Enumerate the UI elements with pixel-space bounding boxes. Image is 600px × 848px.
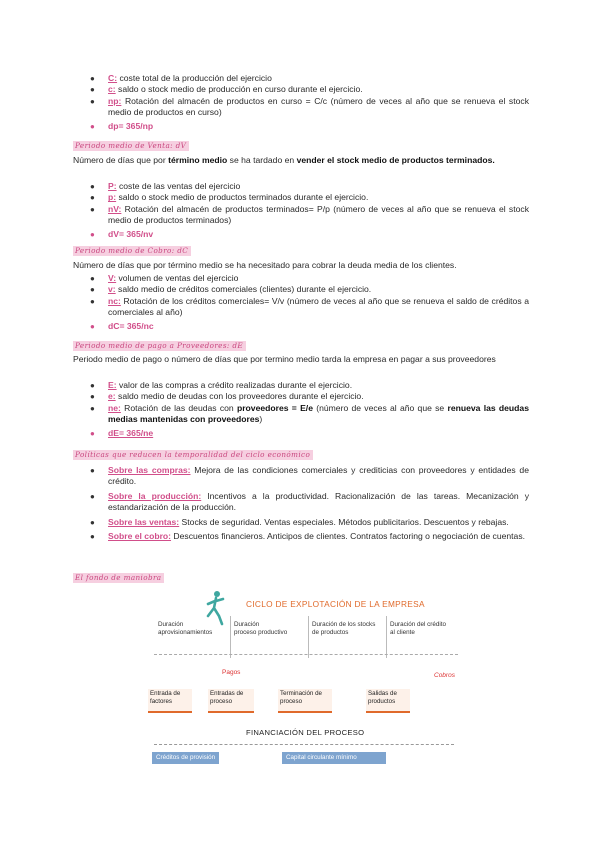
box-salidas-productos: Salidas de productos	[366, 689, 410, 713]
box-terminacion-proceso: Terminación de proceso	[278, 689, 332, 713]
col-proceso: Duración proceso productivo	[234, 621, 288, 636]
list-item: ● nc: Rotación de los créditos comerciales= V/v (número de veces al año que se renueva el saldo de créditos a comerciales al año)	[90, 295, 529, 318]
col-credito: Duración del crédito al cliente	[390, 621, 447, 636]
cobros-label: Cobros	[434, 672, 455, 679]
paragraph-pago: Periodo medio de pago o número de días que por termino medio tarda la empresa en pagar a sus proveedores	[73, 354, 496, 364]
bullet-icon: ●	[90, 193, 95, 203]
politicas-list	[90, 465, 530, 542]
diagram-title: CICLO DE EXPLOTACIÓN DE LA EMPRESA	[246, 599, 425, 609]
col-aprovisionamientos: Duración aprovisionamientos	[158, 621, 213, 636]
bullet-icon: ●	[90, 121, 95, 131]
financing-line	[154, 744, 454, 745]
list-item: ● E: valor de las compras a crédito realizadas durante el ejercicio.	[90, 380, 353, 390]
list-item: ● c: saldo o stock medio de producción en curso durante el ejercicio.	[90, 84, 363, 95]
bullet-icon: ●	[90, 274, 95, 283]
bullet-icon: ●	[90, 466, 95, 475]
bullet-icon: ●	[90, 285, 95, 295]
paragraph-cobro: Número de días que por término medio se ha necesitado para cobrar la deuda media de los clientes.	[73, 260, 457, 270]
list-item: ● dC= 365/nc	[90, 320, 154, 331]
bullet-icon: ●	[90, 229, 95, 239]
divider	[308, 616, 309, 658]
box-entradas-proceso: Entradas de proceso	[208, 689, 254, 713]
heading-politicas: Políticas que reducen la temporalidad del ciclo económico	[73, 450, 313, 460]
divider	[230, 616, 231, 658]
list-item: ● dV= 365/nv	[90, 228, 154, 239]
list-item: ● dE= 365/ne	[90, 427, 154, 438]
box-entrada-factores: Entrada de factores	[148, 689, 192, 713]
bullet-icon: ●	[90, 381, 95, 390]
list-item: ● nV: Rotación del almacén de productos terminados= P/p (número de veces al año que se renueva el stock medio de productos terminados)	[90, 203, 529, 226]
production-list	[90, 73, 529, 132]
bullet-icon: ●	[90, 296, 95, 306]
bullet-icon: ●	[90, 321, 95, 331]
list-item: ● dp= 365/np	[90, 120, 154, 131]
bullet-icon: ●	[90, 204, 95, 214]
list-item: ● P: coste de las ventas del ejercicio	[90, 181, 241, 191]
list-item: ● np: Rotación del almacén de productos en curso = C/c (número de veces al año que se renueva el stock medio de productos en curso)	[90, 95, 529, 118]
heading-cobro: Periodo medio de Cobro: dC	[73, 246, 191, 256]
bullet-icon: ●	[90, 491, 95, 501]
timeline	[154, 654, 458, 655]
bullet-icon: ●	[90, 85, 95, 95]
list-item: ● v: saldo medio de créditos comerciales (clientes) durante el ejercicio.	[90, 284, 372, 295]
bullet-icon: ●	[90, 428, 95, 438]
col-stocks: Duración de los stocks de productos	[312, 621, 376, 636]
ciclo-explotacion-diagram	[148, 590, 464, 768]
bullet-icon: ●	[90, 532, 95, 542]
list-item: ● Sobre la producción: Incentivos a la productividad. Racionalización de las tareas. Mecanización y estandarización de la producción.	[90, 490, 530, 513]
paragraph-venta: Número de días que por término medio se ha tardado en vender el stock medio de productos terminados.	[73, 155, 495, 165]
bullet-icon: ●	[90, 403, 95, 413]
bullet-icon: ●	[90, 96, 95, 106]
heading-venta: Periodo medio de Venta: dV	[73, 141, 189, 151]
financiacion-title: FINANCIACIÓN DEL PROCESO	[246, 728, 365, 737]
bullet-icon: ●	[90, 74, 95, 83]
bullet-icon: ●	[90, 392, 95, 402]
list-item: ● C: coste total de la producción del ejercicio	[90, 73, 272, 83]
venta-list	[90, 181, 529, 240]
list-item: ● e: saldo medio de deudas con los proveedores durante el ejercicio.	[90, 391, 364, 402]
list-item: ● V: volumen de ventas del ejercicio	[90, 273, 239, 283]
creditos-provision-bar: Créditos de provisión	[152, 752, 219, 764]
cobro-list	[90, 273, 529, 332]
pago-list	[90, 380, 529, 439]
bullet-icon: ●	[90, 517, 95, 527]
heading-fondo: El fondo de maniobra	[73, 573, 164, 583]
capital-circulante-bar: Capital circulante mínimo	[282, 752, 386, 764]
list-item: ● ne: Rotación de las deudas con proveedores = E/e (número de veces al año que se renueva las deudas medias mantenidas con proveedores)	[90, 402, 529, 425]
list-item: ● Sobre las ventas: Stocks de seguridad. Ventas especiales. Métodos publicitarios. Descuentos y rebajas.	[90, 516, 509, 527]
divider	[386, 616, 387, 658]
pagos-label: Pagos	[222, 669, 241, 676]
list-item: ● Sobre las compras: Mejora de las condiciones comerciales y crediticias con proveedores y entidades de crédito.	[90, 465, 529, 487]
heading-pago: Periodo medio de pago a Proveedores: dE	[73, 341, 246, 351]
list-item: ● p: saldo o stock medio de productos terminados durante el ejercicio.	[90, 192, 369, 203]
list-item: ● Sobre el cobro: Descuentos financieros. Anticipos de clientes. Contratos factoring o negociación de cuentas.	[90, 531, 526, 542]
bullet-icon: ●	[90, 182, 95, 191]
